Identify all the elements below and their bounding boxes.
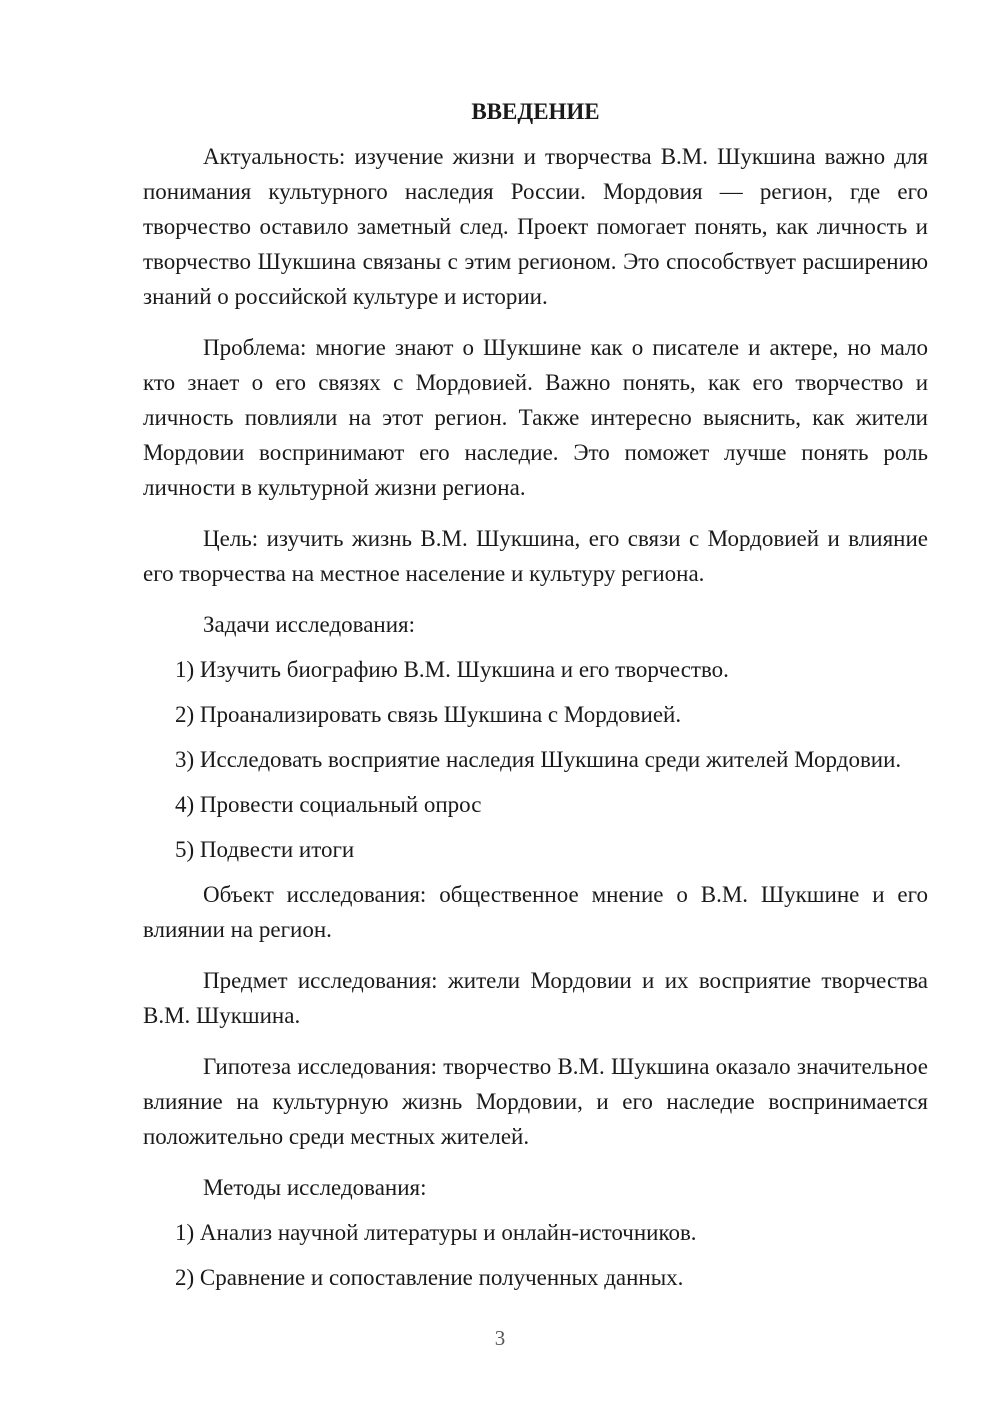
task-item: 3) Исследовать восприятие наследия Шукшина среди жителей Мордовии. bbox=[175, 747, 902, 772]
object-paragraph: Объект исследования: общественное мнение о В.М. Шукшине и его влиянии на регион. bbox=[143, 882, 928, 942]
task-item: 1) Изучить биографию В.М. Шукшина и его творчество. bbox=[175, 657, 729, 682]
task-item: 2) Проанализировать связь Шукшина с Мордовией. bbox=[175, 702, 682, 727]
task-item: 4) Провести социальный опрос bbox=[175, 792, 482, 817]
tasks-heading: Задачи исследования: bbox=[203, 612, 416, 637]
subject-paragraph: Предмет исследования: жители Мордовии и их восприятие творчества В.М. Шукшина. bbox=[143, 968, 928, 1028]
task-item: 5) Подвести итоги bbox=[175, 837, 355, 862]
method-item: 1) Анализ научной литературы и онлайн-источников. bbox=[175, 1220, 697, 1245]
relevance-paragraph: Актуальность: изучение жизни и творчества В.М. Шукшина важно для понимания культурного наследия России. Мордовия — регион, где его творчество оставило заметный след. Проект помогает понять, как личность и творчество Шукшина связаны с этим регионом. Это способствует расширению знаний о российской культуре и истории. bbox=[143, 144, 928, 309]
section-title: ВВЕДЕНИЕ bbox=[471, 99, 600, 124]
methods-heading: Методы исследования: bbox=[203, 1175, 427, 1200]
page-number: 3 bbox=[494, 1326, 506, 1350]
page-content bbox=[143, 94, 928, 1305]
hypothesis-paragraph: Гипотеза исследования: творчество В.М. Шукшина оказало значительное влияние на культурную жизнь Мордовии, и его наследие воспринимается положительно среди местных жителей. bbox=[143, 1054, 928, 1149]
problem-paragraph: Проблема: многие знают о Шукшине как о писателе и актере, но мало кто знает о его связях с Мордовией. Важно понять, как его творчество и личность повлияли на этот регион. Также интересно выяснить, как жители Мордовии воспринимают его наследие. Это поможет лучше понять роль личности в культурной жизни региона. bbox=[143, 335, 928, 500]
method-item: 2) Сравнение и сопоставление полученных данных. bbox=[175, 1265, 684, 1290]
goal-paragraph: Цель: изучить жизнь В.М. Шукшина, его связи с Мордовией и влияние его творчества на местное население и культуру региона. bbox=[143, 526, 928, 586]
